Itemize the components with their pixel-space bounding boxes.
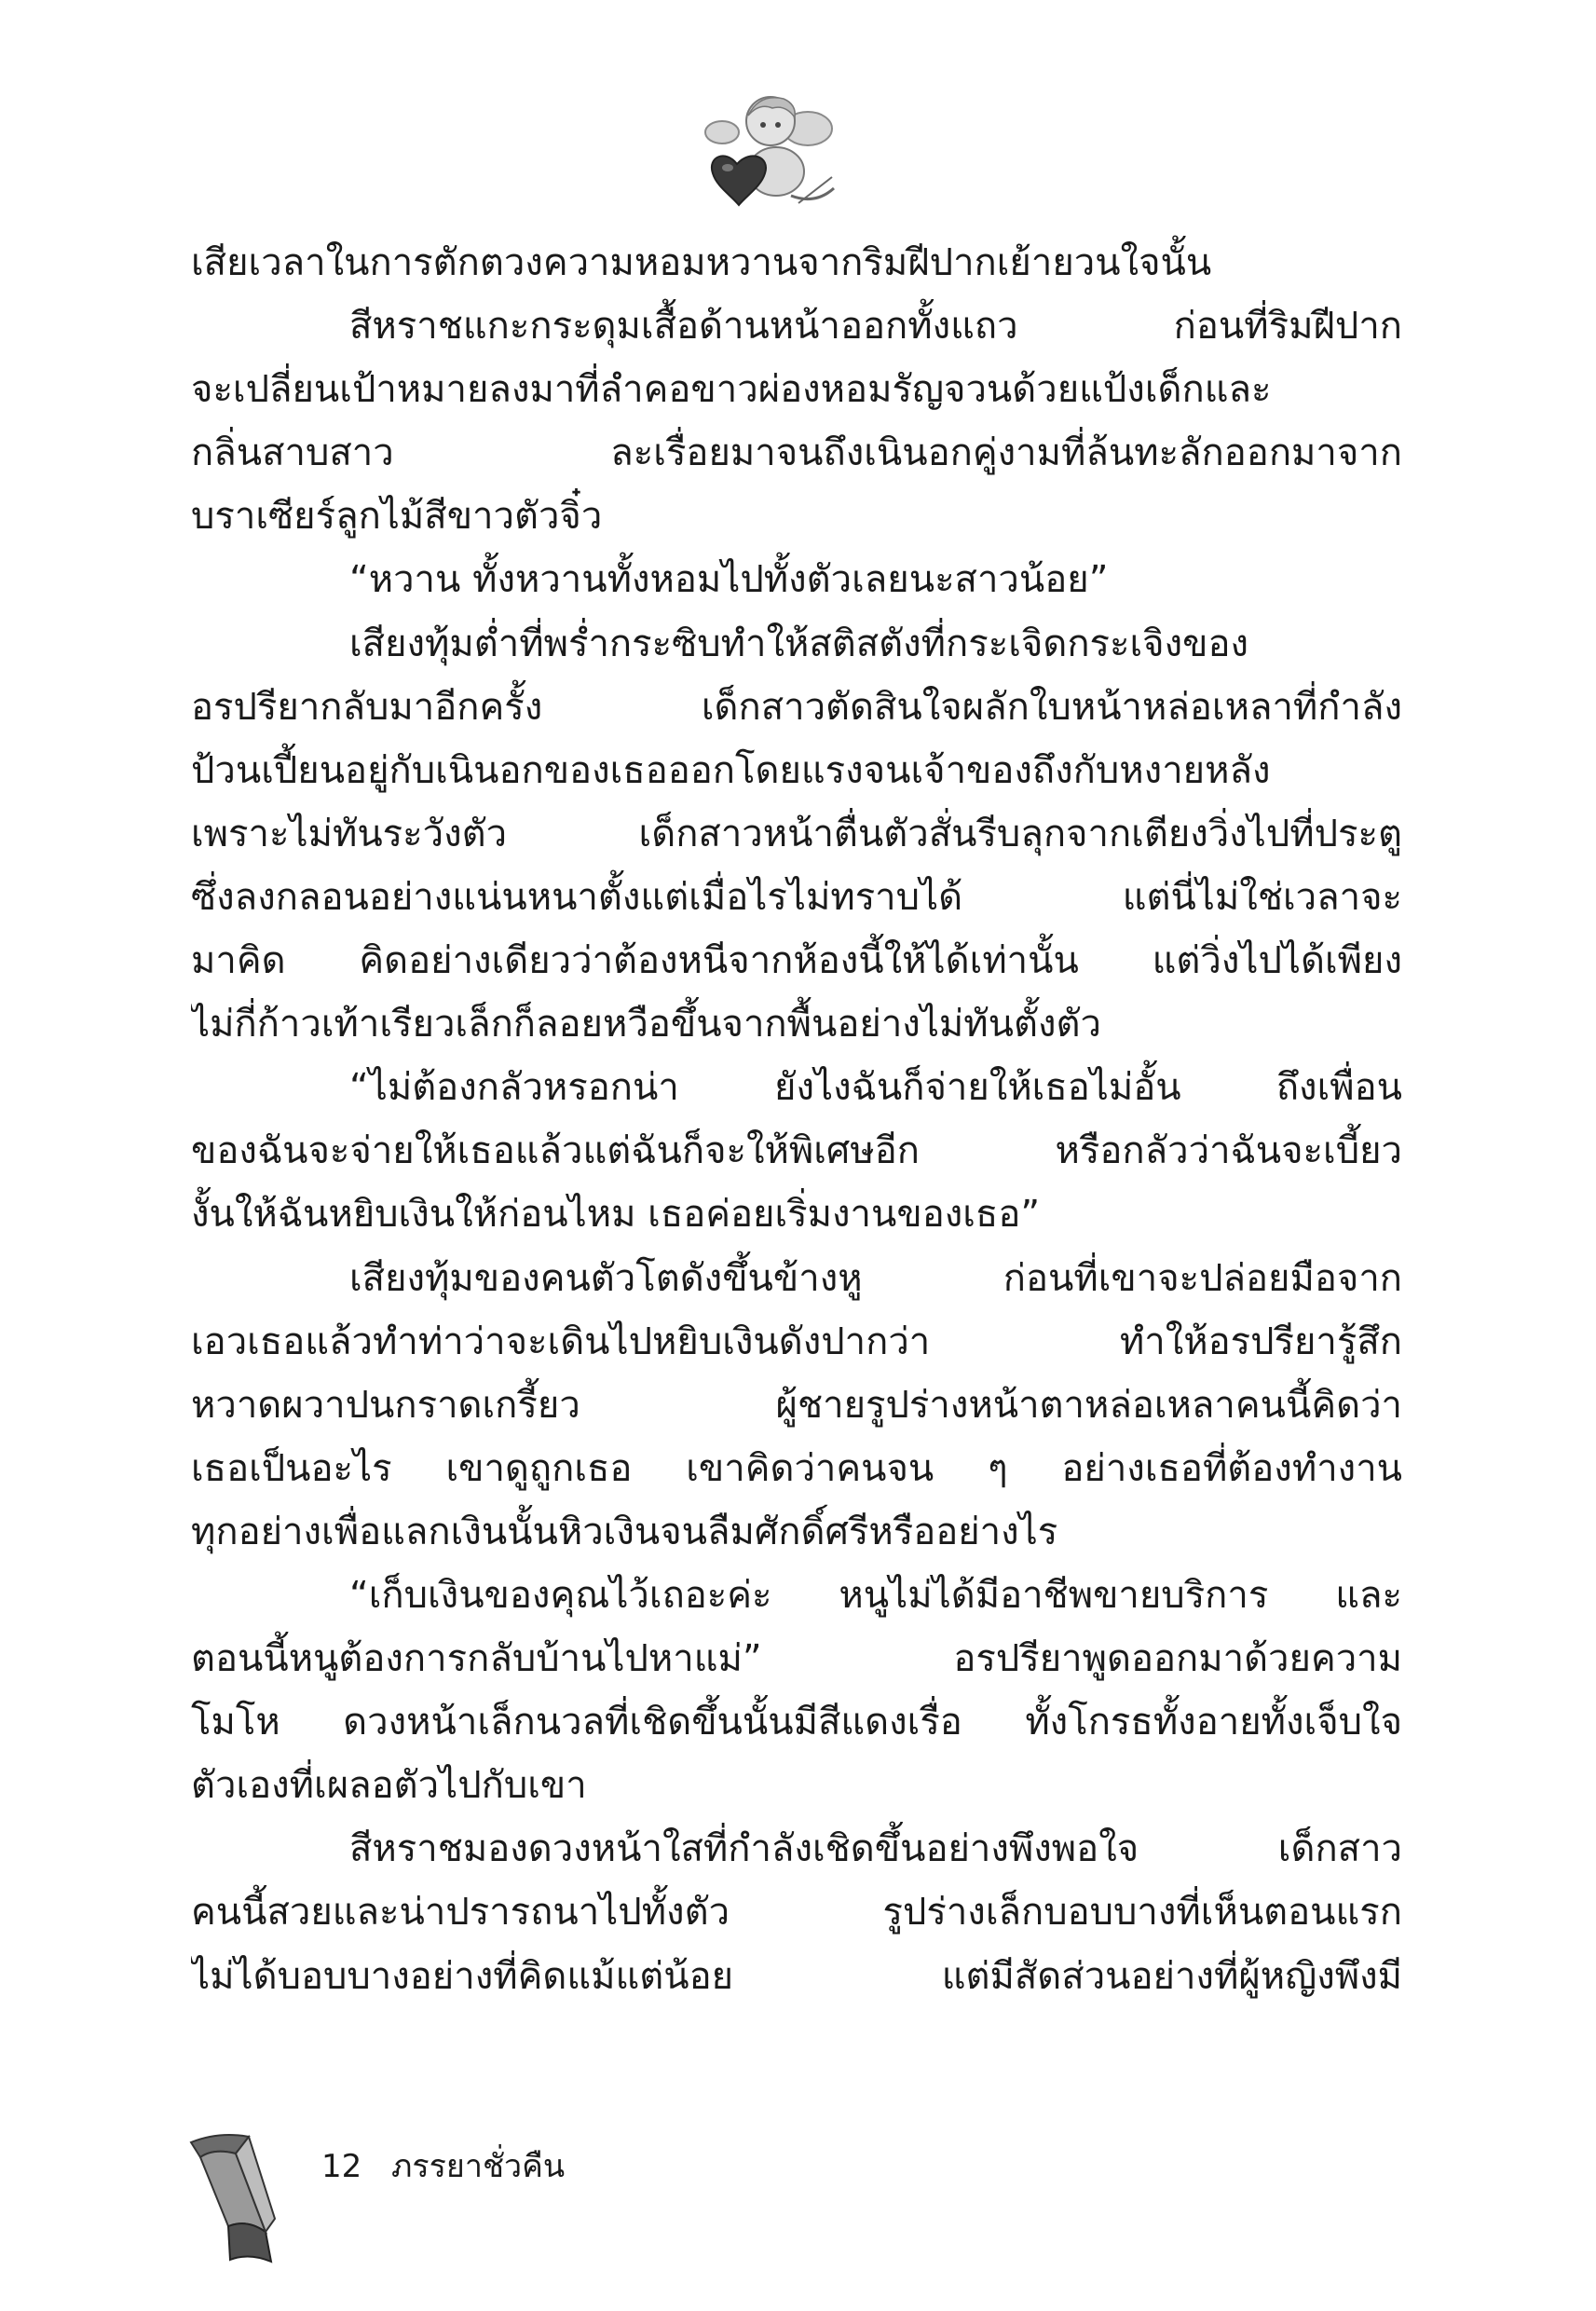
text-line: กลิ่นสาบสาว ละเรื่อยมาจนถึงเนินอกคู่งามที่ล้นทะลักออกมาจาก — [191, 431, 1402, 475]
text-line: บราเซียร์ลูกไม้สีขาวตัวจิ๋ว — [191, 495, 603, 539]
text-line: มาคิด คิดอย่างเดียวว่าต้องหนีจากห้องนี้ให้ได้เท่านั้น แต่วิ่งไปได้เพียง — [191, 939, 1402, 983]
text-line: ซึ่งลงกลอนอย่างแน่นหนาตั้งแต่เมื่อไรไม่ทราบได้ แต่นี่ไม่ใช่เวลาจะ — [191, 875, 1402, 919]
text-line: งั้นให้ฉันหยิบเงินให้ก่อนไหม เธอค่อยเริ่มงานของเธอ” — [191, 1193, 1041, 1237]
text-line: ตอนนี้หนูต้องการกลับบ้านไปหาแม่” อรปรียาพูดออกมาด้วยความ — [191, 1637, 1402, 1681]
text-line: สีหราชมองดวงหน้าใสที่กำลังเชิดขึ้นอย่างพึงพอใจ เด็กสาว — [349, 1827, 1402, 1871]
story-text — [191, 231, 1402, 2008]
folded-cloth-icon — [182, 2129, 293, 2269]
text-line: เธอเป็นอะไร เขาดูถูกเธอ เขาคิดว่าคนจน ๆ อย่างเธอที่ต้องทำงาน — [191, 1446, 1402, 1490]
text-line: เพราะไม่ทันระวังตัว เด็กสาวหน้าตื่นตัวสั่นรีบลุกจากเตียงวิ่งไปที่ประตู — [191, 812, 1402, 855]
text-line: เอวเธอแล้วทำท่าว่าจะเดินไปหยิบเงินดังปากว่า ทำให้อรปรียารู้สึก — [191, 1320, 1402, 1363]
page-footer — [182, 2129, 741, 2269]
text-line: “หวาน ทั้งหวานทั้งหอมไปทั้งตัวเลยนะสาวน้อย” — [349, 558, 1109, 602]
text-line: โมโห ดวงหน้าเล็กนวลที่เชิดขึ้นนั้นมีสีแดงเรื่อ ทั้งโกรธทั้งอายทั้งเจ็บใจ — [191, 1701, 1402, 1744]
text-line: ตัวเองที่เผลอตัวไปกับเขา — [191, 1764, 587, 1808]
text-line: หวาดผวาปนกราดเกรี้ยว ผู้ชายรูปร่างหน้าตาหล่อเหลาคนนี้คิดว่า — [191, 1383, 1402, 1427]
text-line: ป้วนเปี้ยนอยู่กับเนินอกของเธอออกโดยแรงจนเจ้าของถึงกับหงายหลัง — [191, 748, 1271, 792]
text-line: เสียงทุ้มต่ำที่พร่ำกระซิบทำให้สติสตังที่กระเจิดกระเจิงของ — [349, 622, 1249, 665]
text-line: ทุกอย่างเพื่อแลกเงินนั้นหิวเงินจนลืมศักดิ์ศรีหรืออย่างไร — [191, 1510, 1058, 1553]
text-line: คนนี้สวยและน่าปรารถนาไปทั้งตัว รูปร่างเล็กบอบบางที่เห็นตอนแรก — [191, 1891, 1402, 1935]
text-line: ไม่ได้บอบบางอย่างที่คิดแม้แต่น้อย แต่มีสัดส่วนอย่างที่ผู้หญิงพึงมี — [191, 1954, 1402, 1998]
text-line: ไม่กี่ก้าวเท้าเรียวเล็กก็ลอยหวือขึ้นจากพื้นอย่างไม่ทันตั้งตัว — [191, 1003, 1101, 1046]
text-line: เสียเวลาในการตักตวงความหอมหวานจากริมฝีปากเย้ายวนใจนั้น — [191, 241, 1212, 284]
text-line: “เก็บเงินของคุณไว้เถอะค่ะ หนูไม่ได้มีอาชีพขายบริการ และ — [349, 1573, 1402, 1617]
text-line: สีหราชแกะกระดุมเสื้อด้านหน้าออกทั้งแถว ก่อนที่ริมฝีปาก — [349, 305, 1402, 349]
text-line: “ไม่ต้องกลัวหรอกน่า ยังไงฉันก็จ่ายให้เธอไม่อั้น ถึงเพื่อน — [349, 1066, 1402, 1110]
text-line: ของฉันจะจ่ายให้เธอแล้วแต่ฉันก็จะให้พิเศษอีก หรือกลัวว่าฉันจะเบี้ยว — [191, 1129, 1402, 1173]
text-line: เสียงทุ้มของคนตัวโตดังขึ้นข้างหู ก่อนที่เขาจะปล่อยมือจาก — [349, 1256, 1402, 1300]
page-number: 12 — [321, 2148, 362, 2185]
text-line: อรปรียากลับมาอีกครั้ง เด็กสาวตัดสินใจผลักใบหน้าหล่อเหลาที่กำลัง — [191, 685, 1402, 729]
book-title: ภรรยาชั่วคืน — [391, 2148, 566, 2185]
cupid-holding-heart-icon — [694, 84, 843, 219]
text-line: จะเปลี่ยนเป้าหมายลงมาที่ลำคอขาวผ่องหอมรัญจวนด้วยแป้งเด็กและ — [191, 368, 1272, 412]
